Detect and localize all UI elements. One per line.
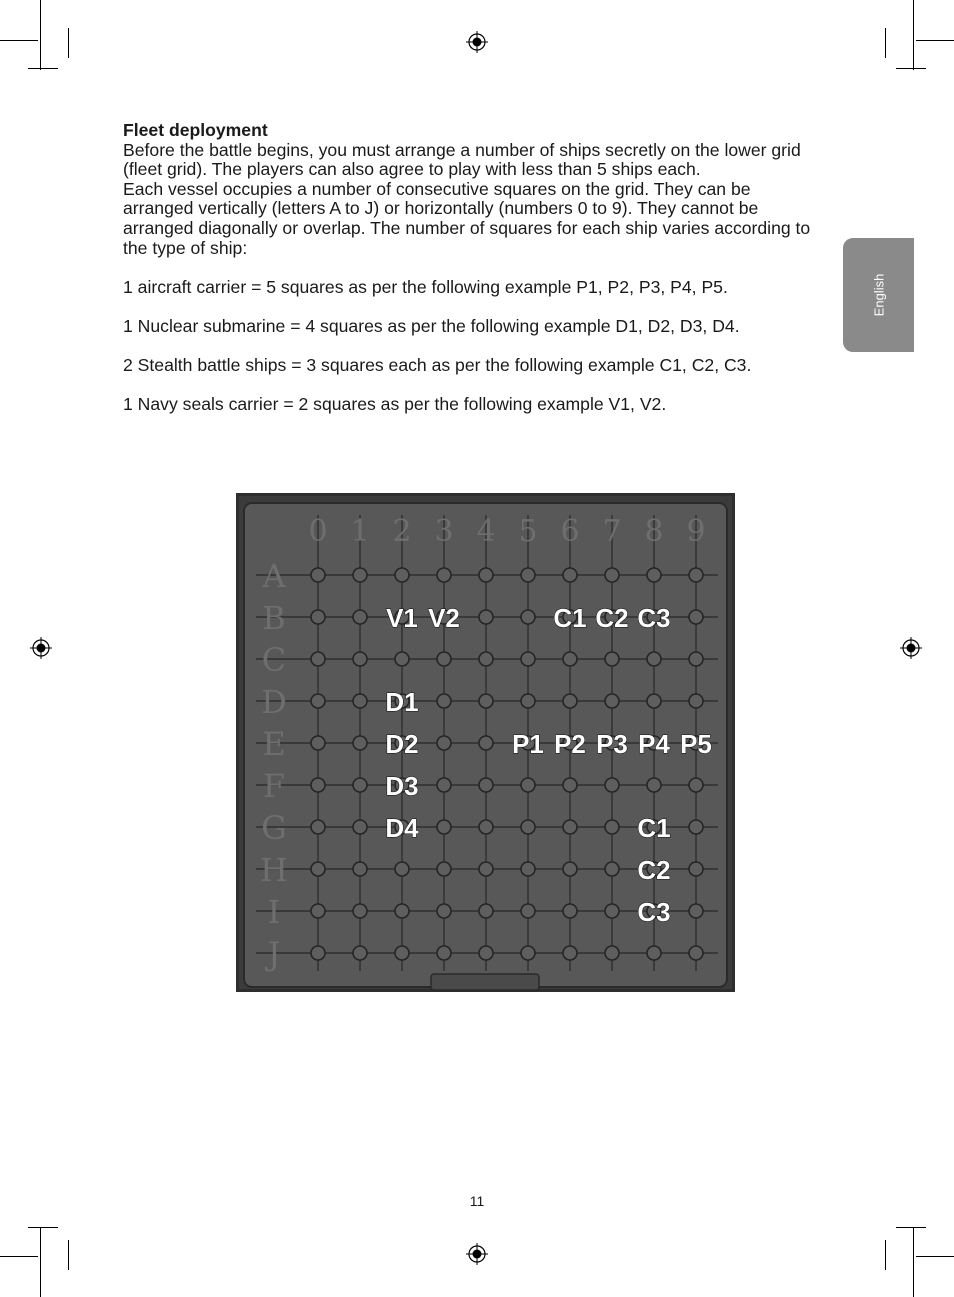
peg-hole bbox=[311, 862, 325, 876]
peg-hole bbox=[689, 778, 703, 792]
crop-mark bbox=[913, 1227, 914, 1297]
ship-list-item: 1 Nuclear submarine = 4 squares as per the following example D1, D2, D3, D4. bbox=[123, 315, 740, 336]
crop-mark bbox=[0, 1256, 38, 1257]
peg-hole bbox=[311, 652, 325, 666]
crop-mark bbox=[0, 40, 38, 41]
ship-cell-label: V2 bbox=[428, 603, 460, 633]
row-label: E bbox=[262, 725, 286, 763]
column-label: 0 bbox=[308, 514, 328, 549]
peg-hole bbox=[437, 652, 451, 666]
peg-hole bbox=[647, 694, 661, 708]
peg-hole bbox=[605, 946, 619, 960]
peg-hole bbox=[563, 568, 577, 582]
peg-hole bbox=[605, 904, 619, 918]
peg-hole bbox=[479, 694, 493, 708]
column-label: 7 bbox=[602, 514, 622, 549]
page-number: 11 bbox=[469, 1193, 485, 1209]
crop-mark bbox=[885, 28, 886, 58]
peg-hole bbox=[437, 946, 451, 960]
peg-hole bbox=[395, 904, 409, 918]
peg-hole bbox=[311, 694, 325, 708]
peg-hole bbox=[311, 568, 325, 582]
crop-mark bbox=[916, 40, 954, 41]
peg-hole bbox=[395, 946, 409, 960]
ship-cell-label: D3 bbox=[385, 771, 419, 801]
peg-hole bbox=[521, 820, 535, 834]
peg-hole bbox=[521, 778, 535, 792]
paragraph: Before the battle begins, you must arrange a number of ships secretly on the lower grid (fleet grid). The players can also agree to play with less than 5 ships each. bbox=[123, 139, 801, 180]
row-label: F bbox=[262, 767, 286, 805]
crop-mark bbox=[40, 0, 41, 70]
peg-hole bbox=[353, 904, 367, 918]
peg-hole bbox=[689, 862, 703, 876]
row-label: A bbox=[262, 557, 286, 595]
crop-mark bbox=[40, 1227, 41, 1297]
peg-hole bbox=[479, 904, 493, 918]
peg-hole bbox=[647, 946, 661, 960]
ship-cell-label: C3 bbox=[637, 603, 671, 633]
ship-cell-label: C2 bbox=[637, 855, 671, 885]
peg-hole bbox=[437, 904, 451, 918]
peg-hole bbox=[479, 736, 493, 750]
crop-mark bbox=[28, 68, 58, 69]
registration-mark-icon bbox=[466, 31, 488, 53]
peg-hole bbox=[605, 820, 619, 834]
row-label: B bbox=[262, 599, 286, 637]
peg-hole bbox=[353, 610, 367, 624]
column-label: 9 bbox=[686, 514, 706, 549]
peg-hole bbox=[353, 820, 367, 834]
crop-mark bbox=[68, 28, 69, 58]
registration-mark-icon bbox=[30, 637, 52, 659]
row-label: C bbox=[261, 641, 287, 679]
peg-hole bbox=[563, 652, 577, 666]
peg-hole bbox=[689, 694, 703, 708]
column-label: 6 bbox=[560, 514, 580, 549]
row-label: I bbox=[267, 893, 281, 931]
peg-hole bbox=[353, 694, 367, 708]
peg-hole bbox=[689, 904, 703, 918]
peg-hole bbox=[521, 946, 535, 960]
peg-hole bbox=[479, 820, 493, 834]
column-label: 3 bbox=[434, 514, 454, 549]
column-label: 4 bbox=[476, 514, 496, 549]
peg-hole bbox=[311, 820, 325, 834]
column-label: 2 bbox=[392, 514, 412, 549]
peg-hole bbox=[353, 778, 367, 792]
peg-hole bbox=[521, 904, 535, 918]
peg-hole bbox=[395, 862, 409, 876]
peg-hole bbox=[311, 946, 325, 960]
peg-hole bbox=[563, 778, 577, 792]
peg-hole bbox=[353, 862, 367, 876]
crop-mark bbox=[896, 68, 926, 69]
peg-hole bbox=[689, 946, 703, 960]
registration-mark-icon bbox=[900, 637, 922, 659]
peg-hole bbox=[563, 820, 577, 834]
peg-hole bbox=[689, 568, 703, 582]
ship-cell-label: P4 bbox=[638, 729, 670, 759]
crop-mark bbox=[913, 0, 914, 70]
peg-hole bbox=[437, 820, 451, 834]
peg-hole bbox=[521, 694, 535, 708]
ship-cell-label: P2 bbox=[554, 729, 586, 759]
ship-cell-label: C1 bbox=[553, 603, 587, 633]
ship-cell-label: C3 bbox=[637, 897, 671, 927]
ship-cell-label: D1 bbox=[385, 687, 419, 717]
crop-mark bbox=[68, 1240, 69, 1270]
language-tab-label: English bbox=[871, 273, 886, 317]
peg-hole bbox=[353, 946, 367, 960]
crop-mark bbox=[28, 1227, 58, 1228]
peg-hole bbox=[647, 568, 661, 582]
ship-cell-label: D4 bbox=[385, 813, 419, 843]
peg-hole bbox=[395, 568, 409, 582]
peg-hole bbox=[647, 778, 661, 792]
peg-hole bbox=[479, 946, 493, 960]
peg-hole bbox=[311, 736, 325, 750]
peg-hole bbox=[521, 862, 535, 876]
peg-hole bbox=[479, 652, 493, 666]
language-tab bbox=[843, 238, 914, 352]
ship-list-item: 1 Navy seals carrier = 2 squares as per the following example V1, V2. bbox=[123, 394, 667, 415]
peg-hole bbox=[353, 568, 367, 582]
peg-hole bbox=[311, 610, 325, 624]
peg-hole bbox=[311, 778, 325, 792]
peg-hole bbox=[521, 652, 535, 666]
ship-cell-label: P1 bbox=[512, 729, 544, 759]
peg-hole bbox=[605, 568, 619, 582]
section-content bbox=[123, 121, 823, 415]
peg-hole bbox=[563, 694, 577, 708]
peg-hole bbox=[563, 904, 577, 918]
peg-hole bbox=[479, 862, 493, 876]
peg-hole bbox=[479, 610, 493, 624]
ship-cell-label: P5 bbox=[680, 729, 712, 759]
peg-hole bbox=[437, 862, 451, 876]
peg-hole bbox=[395, 652, 409, 666]
row-label: J bbox=[267, 935, 281, 973]
peg-hole bbox=[689, 652, 703, 666]
peg-hole bbox=[437, 694, 451, 708]
peg-hole bbox=[605, 862, 619, 876]
row-label: H bbox=[260, 851, 288, 889]
paragraph: Each vessel occupies a number of consecutive squares on the grid. They can be arranged vertically (letters A to J) or horizontally (numbers 0 to 9). They cannot be arranged diagonally or overlap. The number of squares for each ship varies according to the type of ship: bbox=[123, 178, 811, 258]
peg-hole bbox=[353, 652, 367, 666]
ship-list-item: 1 aircraft carrier = 5 squares as per the following example P1, P2, P3, P4, P5. bbox=[123, 276, 728, 297]
column-label: 8 bbox=[644, 514, 664, 549]
peg-hole bbox=[689, 820, 703, 834]
row-label: G bbox=[261, 809, 287, 847]
peg-hole bbox=[563, 946, 577, 960]
peg-hole bbox=[437, 568, 451, 582]
ship-cell-label: V1 bbox=[386, 603, 418, 633]
peg-hole bbox=[479, 568, 493, 582]
column-label: 5 bbox=[518, 514, 538, 549]
peg-hole bbox=[605, 778, 619, 792]
crop-mark bbox=[885, 1240, 886, 1270]
section-title: Fleet deployment bbox=[123, 120, 268, 140]
ship-cell-label: C1 bbox=[637, 813, 671, 843]
peg-hole bbox=[311, 904, 325, 918]
peg-hole bbox=[689, 610, 703, 624]
peg-hole bbox=[479, 778, 493, 792]
peg-hole bbox=[437, 736, 451, 750]
ship-cell-label: C2 bbox=[595, 603, 629, 633]
peg-hole bbox=[437, 778, 451, 792]
peg-hole bbox=[605, 694, 619, 708]
peg-hole bbox=[521, 568, 535, 582]
registration-mark-icon bbox=[466, 1243, 488, 1265]
crop-mark bbox=[896, 1227, 926, 1228]
crop-mark bbox=[916, 1256, 954, 1257]
peg-hole bbox=[563, 862, 577, 876]
ship-cell-label: P3 bbox=[596, 729, 628, 759]
fleet-grid-illustration bbox=[236, 493, 735, 992]
ship-cell-label: D2 bbox=[385, 729, 419, 759]
row-label: D bbox=[261, 683, 287, 721]
peg-hole bbox=[521, 610, 535, 624]
peg-hole bbox=[605, 652, 619, 666]
peg-hole bbox=[647, 652, 661, 666]
ship-list-item: 2 Stealth battle ships = 3 squares each as per the following example C1, C2, C3. bbox=[123, 355, 752, 376]
column-label: 1 bbox=[350, 514, 370, 549]
peg-hole bbox=[353, 736, 367, 750]
